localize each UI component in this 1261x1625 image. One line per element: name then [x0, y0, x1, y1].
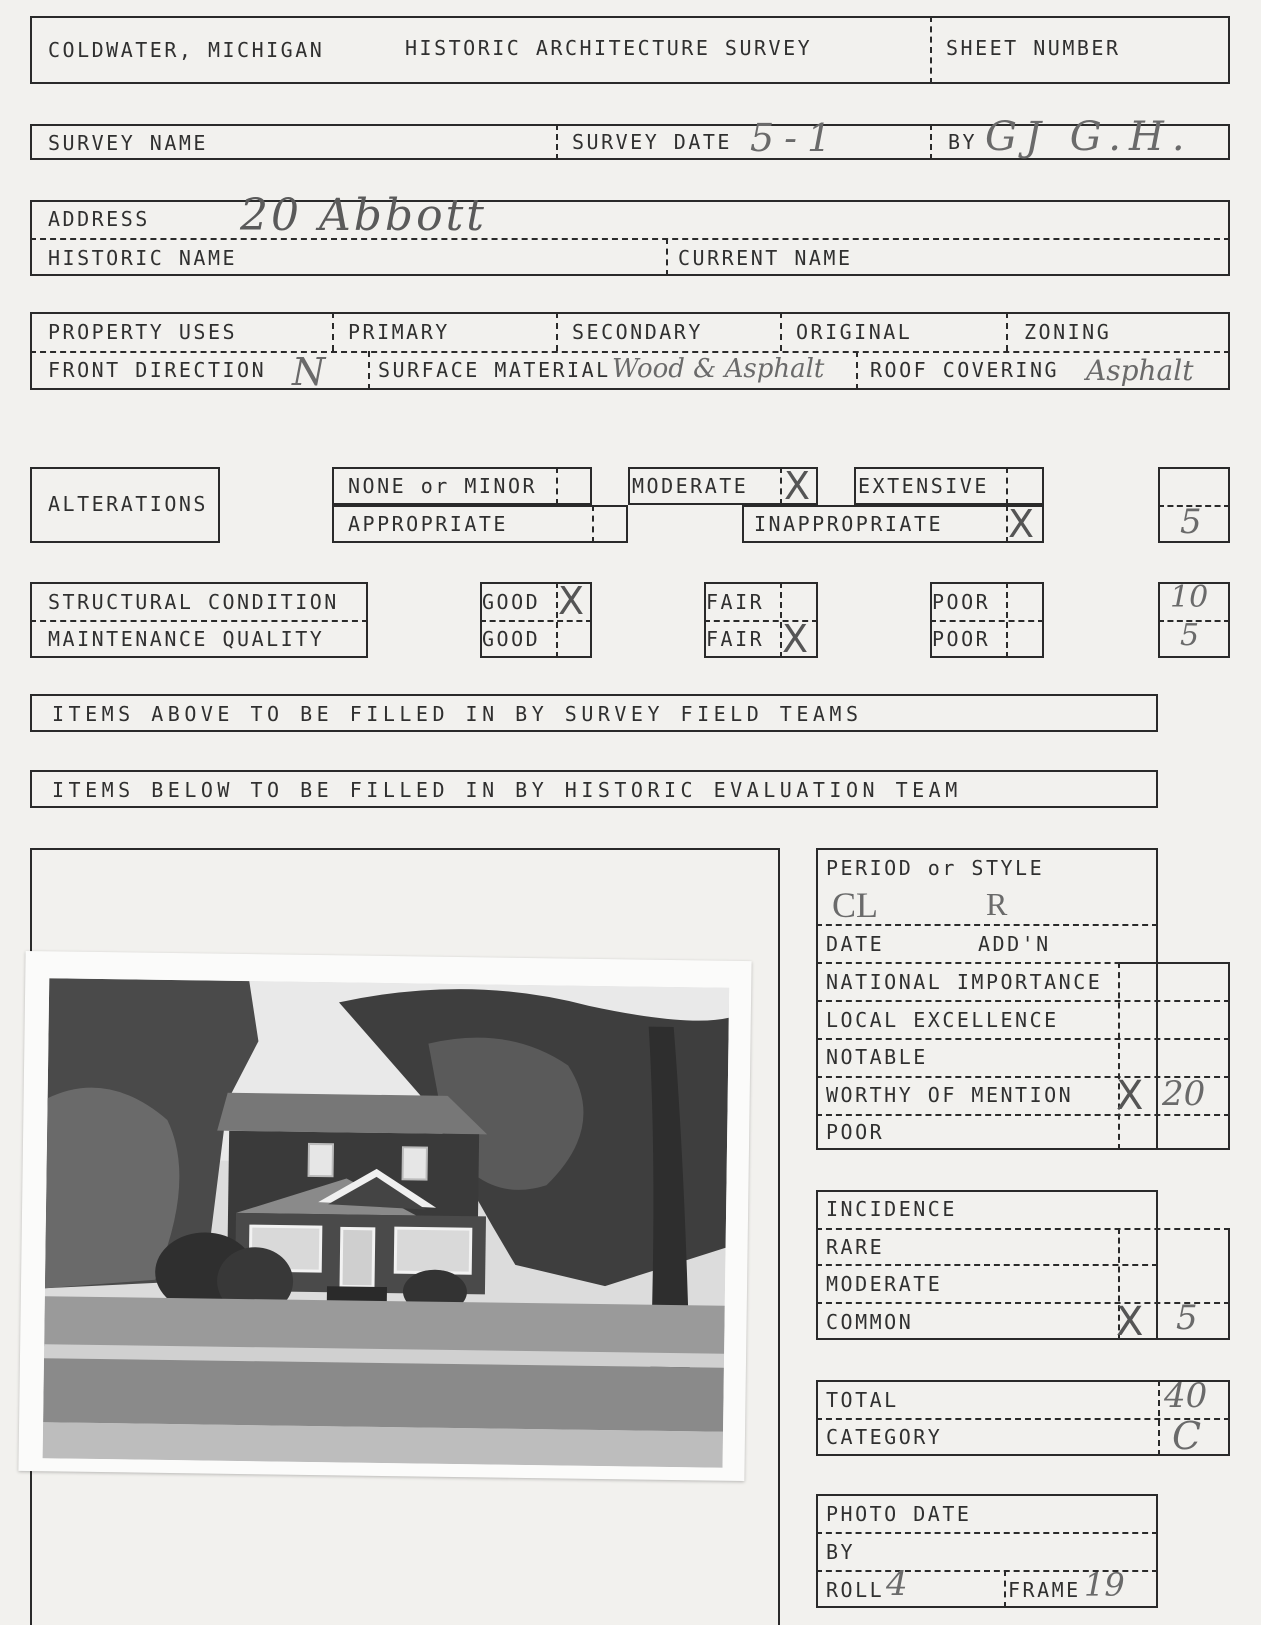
worthy-of-mention-label: WORTHY OF MENTION — [826, 1083, 1074, 1107]
category-value: C — [1172, 1414, 1202, 1458]
survey-date-value: 5-1 — [750, 116, 842, 160]
appropriate-check-divider — [592, 505, 594, 543]
worthy-score: 20 — [1162, 1074, 1206, 1114]
sheet-number-label: SHEET NUMBER — [946, 36, 1121, 60]
structural-poor-label: POOR — [932, 590, 991, 614]
inappropriate-label: INAPPROPRIATE — [754, 512, 944, 536]
condition-label-divider — [30, 620, 368, 622]
surface-material-value: Wood & Asphalt — [612, 354, 825, 384]
common-score: 5 — [1176, 1298, 1198, 1338]
incidence-label: INCIDENCE — [826, 1197, 957, 1221]
above-note: ITEMS ABOVE TO BE FILLED IN BY SURVEY FIELD TEAMS — [52, 702, 863, 726]
poor-divider-v — [1006, 582, 1008, 658]
roof-covering-label: ROOF COVERING — [870, 358, 1060, 382]
incidence-moderate-label: MODERATE — [826, 1272, 943, 1296]
common-check-mark: X — [1116, 1299, 1144, 1345]
property-div-3 — [780, 312, 782, 351]
current-name-label: CURRENT NAME — [678, 246, 853, 270]
survey-divider-1 — [556, 124, 558, 160]
alterations-score: 5 — [1180, 502, 1202, 542]
roll-value: 4 — [886, 1564, 908, 1604]
primary-label: PRIMARY — [348, 320, 450, 344]
property-div-1 — [332, 312, 334, 351]
photo-date-label: PHOTO DATE — [826, 1502, 972, 1526]
survey-by-label: BY — [948, 130, 978, 154]
maintenance-fair-label: FAIR — [706, 627, 765, 651]
original-label: ORIGINAL — [796, 320, 913, 344]
roof-covering-value: Asphalt — [1086, 354, 1194, 387]
moderate-label: MODERATE — [632, 474, 749, 498]
extensive-label: EXTENSIVE — [858, 474, 989, 498]
frame-label: FRAME — [1008, 1578, 1081, 1602]
address-row-divider — [30, 238, 1230, 240]
moderate-check-divider — [780, 467, 782, 505]
frame-value: 19 — [1084, 1566, 1125, 1604]
front-direction-value: N — [292, 350, 326, 394]
total-value: 40 — [1164, 1376, 1208, 1416]
inappropriate-check-mark: X — [1008, 502, 1035, 546]
maintenance-poor-label: POOR — [932, 627, 991, 651]
header-divider — [930, 16, 932, 84]
house-photo-image — [43, 978, 730, 1467]
notable-label: NOTABLE — [826, 1045, 928, 1069]
below-note: ITEMS BELOW TO BE FILLED IN BY HISTORIC EVALUATION TEAM — [52, 778, 962, 802]
period-style-label: PERIOD or STYLE — [826, 856, 1045, 880]
front-direction-label: FRONT DIRECTION — [48, 358, 267, 382]
maintenance-fair-check-mark: X — [782, 617, 809, 661]
worthy-check-mark: X — [1116, 1073, 1144, 1119]
address-label: ADDRESS — [48, 207, 150, 231]
eval-score-box — [1118, 962, 1230, 1150]
period-value-1: CL — [832, 885, 879, 925]
total-label: TOTAL — [826, 1388, 899, 1412]
historic-name-label: HISTORIC NAME — [48, 246, 238, 270]
property-div-2 — [556, 312, 558, 351]
moderate-check-mark: X — [784, 464, 811, 508]
roll-label: ROLL — [826, 1578, 885, 1602]
survey-title: HISTORIC ARCHITECTURE SURVEY — [405, 36, 813, 60]
secondary-label: SECONDARY — [572, 320, 703, 344]
structural-good-check-mark: X — [558, 579, 585, 623]
none-minor-label: NONE or MINOR — [348, 474, 538, 498]
structural-good-label: GOOD — [482, 590, 541, 614]
category-label: CATEGORY — [826, 1425, 943, 1449]
survey-divider-2 — [930, 124, 932, 160]
structural-condition-label: STRUCTURAL CONDITION — [48, 590, 339, 614]
surface-material-label: SURFACE MATERIAL — [378, 358, 611, 382]
zoning-label: ZONING — [1024, 320, 1112, 344]
survey-name-label: SURVEY NAME — [48, 131, 208, 155]
property-div-6 — [856, 351, 858, 390]
common-label: COMMON — [826, 1310, 914, 1334]
structural-score: 10 — [1170, 580, 1209, 615]
photo-info-div-1 — [816, 1532, 1158, 1534]
house-photo — [18, 951, 751, 1481]
property-div-5 — [368, 351, 370, 390]
incidence-div-2 — [816, 1264, 1158, 1266]
eval-poor-label: POOR — [826, 1120, 885, 1144]
rare-label: RARE — [826, 1235, 885, 1259]
survey-by-value: GJ G.H. — [985, 114, 1193, 160]
photo-by-label: BY — [826, 1540, 856, 1564]
property-uses-label: PROPERTY USES — [48, 320, 238, 344]
none-minor-check-divider — [556, 467, 558, 505]
date-label: DATE — [826, 932, 885, 956]
address-value: 20 Abbott — [240, 190, 487, 241]
property-div-4 — [1006, 312, 1008, 351]
alterations-label: ALTERATIONS — [48, 492, 208, 516]
city-label: COLDWATER, MICHIGAN — [48, 38, 325, 62]
local-excellence-label: LOCAL EXCELLENCE — [826, 1008, 1059, 1032]
maintenance-good-label: GOOD — [482, 627, 541, 651]
period-value-2: R — [986, 886, 1008, 922]
address-col-divider — [666, 238, 668, 276]
appropriate-label: APPROPRIATE — [348, 512, 508, 536]
national-importance-label: NATIONAL IMPORTANCE — [826, 970, 1103, 994]
maintenance-score: 5 — [1180, 618, 1200, 653]
photo-info-div-v — [1004, 1570, 1006, 1608]
poor-divider-h — [930, 620, 1044, 622]
property-row-divider — [30, 351, 1230, 353]
totals-divider — [816, 1418, 1230, 1420]
structural-fair-label: FAIR — [706, 590, 765, 614]
extensive-check-divider — [1006, 467, 1008, 505]
totals-score-col — [1158, 1380, 1160, 1456]
maintenance-quality-label: MAINTENANCE QUALITY — [48, 627, 325, 651]
survey-date-label: SURVEY DATE — [572, 130, 732, 154]
addn-label: ADD'N — [978, 932, 1051, 956]
